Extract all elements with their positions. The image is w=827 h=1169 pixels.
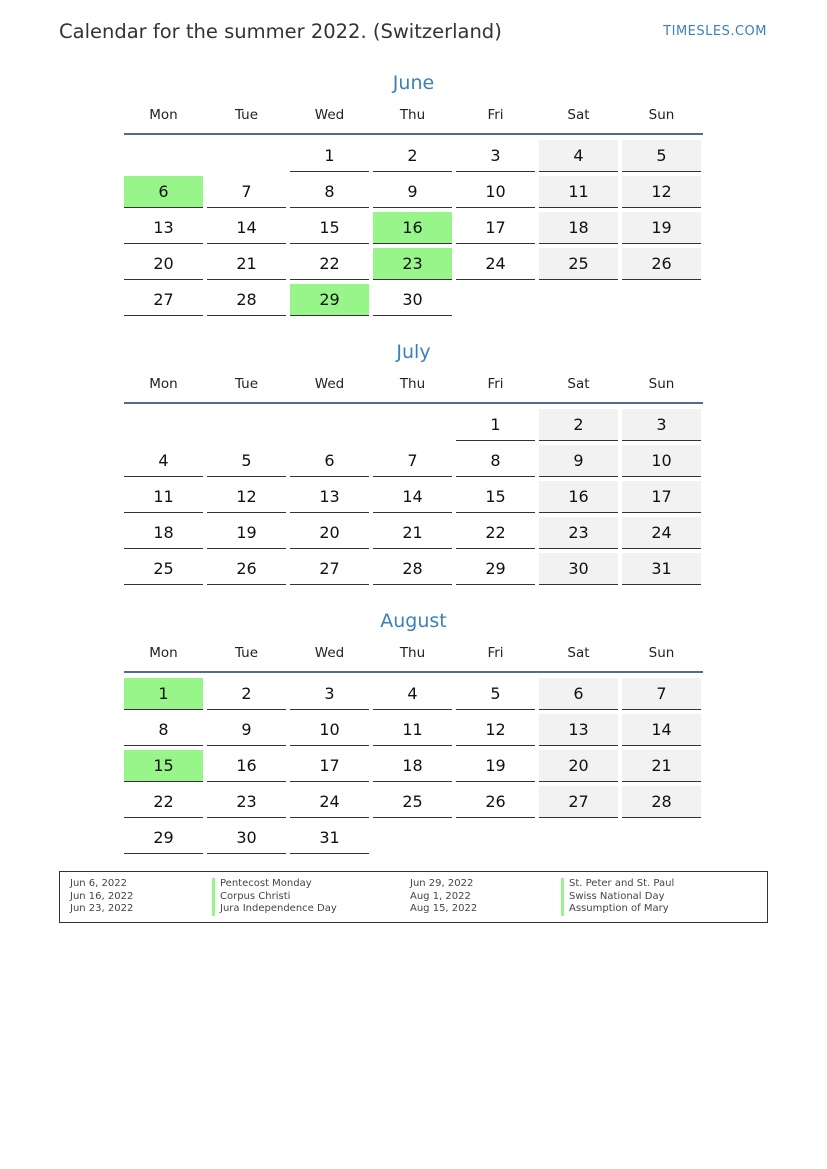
day-cell: 17: [290, 750, 369, 782]
header-divider: [124, 671, 703, 673]
weekday-header: [124, 105, 703, 125]
day-cell: 4: [539, 140, 618, 172]
day-cell: 8: [456, 445, 535, 477]
month-title: August: [380, 610, 447, 632]
day-cell: 15: [124, 750, 203, 782]
weekday-label: Fri: [487, 376, 504, 392]
day-cell: 17: [622, 481, 701, 513]
day-cell: 29: [456, 553, 535, 585]
site-link[interactable]: TIMESLES.COM: [663, 24, 767, 39]
day-cell: 6: [124, 176, 203, 208]
day-grid: [124, 140, 703, 316]
day-cell: 13: [539, 714, 618, 746]
weekday-label: Tue: [234, 107, 259, 123]
empty-cell: [622, 284, 701, 316]
weekday-label: Tue: [234, 645, 259, 661]
day-cell: 22: [456, 517, 535, 549]
day-cell: 10: [290, 714, 369, 746]
weekday-label: Sun: [648, 107, 675, 123]
legend-holiday-name: Assumption of Mary: [561, 903, 674, 916]
header-divider: [124, 133, 703, 135]
weekday-label: Wed: [314, 645, 345, 661]
day-cell: 19: [207, 517, 286, 549]
day-cell: 26: [207, 553, 286, 585]
day-cell: 25: [124, 553, 203, 585]
day-cell: 8: [290, 176, 369, 208]
day-cell: 11: [124, 481, 203, 513]
weekday-label: Mon: [149, 376, 178, 392]
day-cell: 16: [539, 481, 618, 513]
day-cell: 18: [124, 517, 203, 549]
day-grid: [124, 678, 703, 854]
legend-date: Jun 6, 2022: [70, 878, 127, 889]
day-cell: 29: [124, 822, 203, 854]
weekday-label: Thu: [399, 645, 426, 661]
day-cell: 22: [124, 786, 203, 818]
legend-left-dates: [70, 878, 133, 916]
day-cell: 28: [207, 284, 286, 316]
day-cell: 21: [207, 248, 286, 280]
day-cell: 20: [539, 750, 618, 782]
weekday-label: Mon: [149, 107, 178, 123]
day-cell: 28: [622, 786, 701, 818]
day-cell: 19: [622, 212, 701, 244]
header-divider: [124, 402, 703, 404]
day-cell: 26: [456, 786, 535, 818]
day-cell: 3: [290, 678, 369, 710]
legend-left-names: [212, 878, 337, 916]
day-cell: 30: [373, 284, 452, 316]
weekday-label: Sat: [567, 376, 590, 392]
empty-cell: [539, 822, 618, 854]
legend-date: Jun 29, 2022: [410, 878, 474, 889]
day-cell: 5: [622, 140, 701, 172]
legend-holiday-name: St. Peter and St. Paul: [561, 878, 674, 891]
month-title: July: [396, 341, 431, 363]
day-cell: 5: [207, 445, 286, 477]
day-cell: 1: [290, 140, 369, 172]
legend-date: Aug 1, 2022: [410, 890, 471, 902]
weekday-label: Sat: [567, 645, 590, 661]
day-cell: 2: [373, 140, 452, 172]
day-cell: 1: [456, 409, 535, 441]
month-august: [124, 607, 703, 854]
day-cell: 29: [290, 284, 369, 316]
weekday-label: Wed: [314, 376, 345, 392]
day-cell: 20: [290, 517, 369, 549]
legend-right-dates: [410, 878, 477, 916]
empty-cell: [622, 822, 701, 854]
day-cell: 30: [207, 822, 286, 854]
day-cell: 25: [539, 248, 618, 280]
day-cell: 31: [290, 822, 369, 854]
month-june: [124, 69, 703, 316]
day-cell: 15: [456, 481, 535, 513]
weekday-label: Fri: [487, 645, 504, 661]
day-cell: 7: [373, 445, 452, 477]
month-july: [124, 338, 703, 585]
day-cell: 15: [290, 212, 369, 244]
weekday-label: Sun: [648, 645, 675, 661]
legend-date: Jun 16, 2022: [70, 890, 134, 902]
empty-cell: [373, 822, 452, 854]
weekday-label: Sun: [648, 376, 675, 392]
day-cell: 11: [539, 176, 618, 208]
day-cell: 23: [207, 786, 286, 818]
legend-holiday-name: Jura Independence Day: [212, 903, 337, 916]
day-cell: 4: [373, 678, 452, 710]
day-cell: 17: [456, 212, 535, 244]
legend-date: Aug 15, 2022: [410, 903, 478, 914]
weekday-label: Wed: [314, 107, 345, 123]
day-cell: 12: [456, 714, 535, 746]
day-cell: 12: [207, 481, 286, 513]
day-cell: 2: [207, 678, 286, 710]
weekday-header: [124, 643, 703, 663]
day-cell: 22: [290, 248, 369, 280]
day-cell: 24: [456, 248, 535, 280]
weekday-label: Tue: [234, 376, 259, 392]
empty-cell: [456, 822, 535, 854]
day-cell: 6: [539, 678, 618, 710]
day-cell: 20: [124, 248, 203, 280]
empty-cell: [539, 284, 618, 316]
empty-cell: [373, 409, 452, 441]
day-cell: 27: [290, 553, 369, 585]
day-cell: 19: [456, 750, 535, 782]
legend-right-names: [561, 878, 674, 916]
holiday-legend: [59, 871, 768, 923]
day-cell: 18: [373, 750, 452, 782]
day-cell: 16: [373, 212, 452, 244]
day-cell: 23: [539, 517, 618, 549]
day-cell: 9: [539, 445, 618, 477]
empty-cell: [124, 140, 203, 172]
day-cell: 14: [373, 481, 452, 513]
day-cell: 14: [622, 714, 701, 746]
weekday-label: Thu: [399, 107, 426, 123]
day-cell: 14: [207, 212, 286, 244]
day-cell: 5: [456, 678, 535, 710]
empty-cell: [456, 284, 535, 316]
legend-holiday-name: Pentecost Monday: [212, 878, 337, 891]
day-cell: 27: [539, 786, 618, 818]
day-cell: 16: [207, 750, 286, 782]
day-cell: 10: [622, 445, 701, 477]
day-cell: 6: [290, 445, 369, 477]
day-cell: 8: [124, 714, 203, 746]
day-cell: 3: [456, 140, 535, 172]
day-cell: 9: [207, 714, 286, 746]
legend-holiday-name: Corpus Christi: [212, 891, 337, 904]
day-cell: 30: [539, 553, 618, 585]
day-cell: 21: [622, 750, 701, 782]
empty-cell: [207, 140, 286, 172]
day-cell: 25: [373, 786, 452, 818]
day-cell: 27: [124, 284, 203, 316]
day-cell: 13: [290, 481, 369, 513]
empty-cell: [207, 409, 286, 441]
day-cell: 7: [622, 678, 701, 710]
day-cell: 7: [207, 176, 286, 208]
day-cell: 11: [373, 714, 452, 746]
day-cell: 23: [373, 248, 452, 280]
day-cell: 4: [124, 445, 203, 477]
weekday-header: [124, 374, 703, 394]
empty-cell: [124, 409, 203, 441]
day-cell: 31: [622, 553, 701, 585]
empty-cell: [290, 409, 369, 441]
day-cell: 13: [124, 212, 203, 244]
page-title: Calendar for the summer 2022. (Switzerland): [59, 20, 502, 43]
weekday-label: Thu: [399, 376, 426, 392]
day-cell: 1: [124, 678, 203, 710]
day-cell: 24: [290, 786, 369, 818]
day-cell: 3: [622, 409, 701, 441]
day-cell: 21: [373, 517, 452, 549]
day-cell: 2: [539, 409, 618, 441]
month-title: June: [392, 72, 435, 94]
day-cell: 9: [373, 176, 452, 208]
day-cell: 18: [539, 212, 618, 244]
day-cell: 26: [622, 248, 701, 280]
day-cell: 10: [456, 176, 535, 208]
legend-holiday-name: Swiss National Day: [561, 891, 674, 904]
day-cell: 28: [373, 553, 452, 585]
legend-date: Jun 23, 2022: [70, 903, 134, 914]
weekday-label: Sat: [567, 107, 590, 123]
weekday-label: Mon: [149, 645, 178, 661]
weekday-label: Fri: [487, 107, 504, 123]
day-cell: 24: [622, 517, 701, 549]
day-cell: 12: [622, 176, 701, 208]
day-grid: [124, 409, 703, 585]
